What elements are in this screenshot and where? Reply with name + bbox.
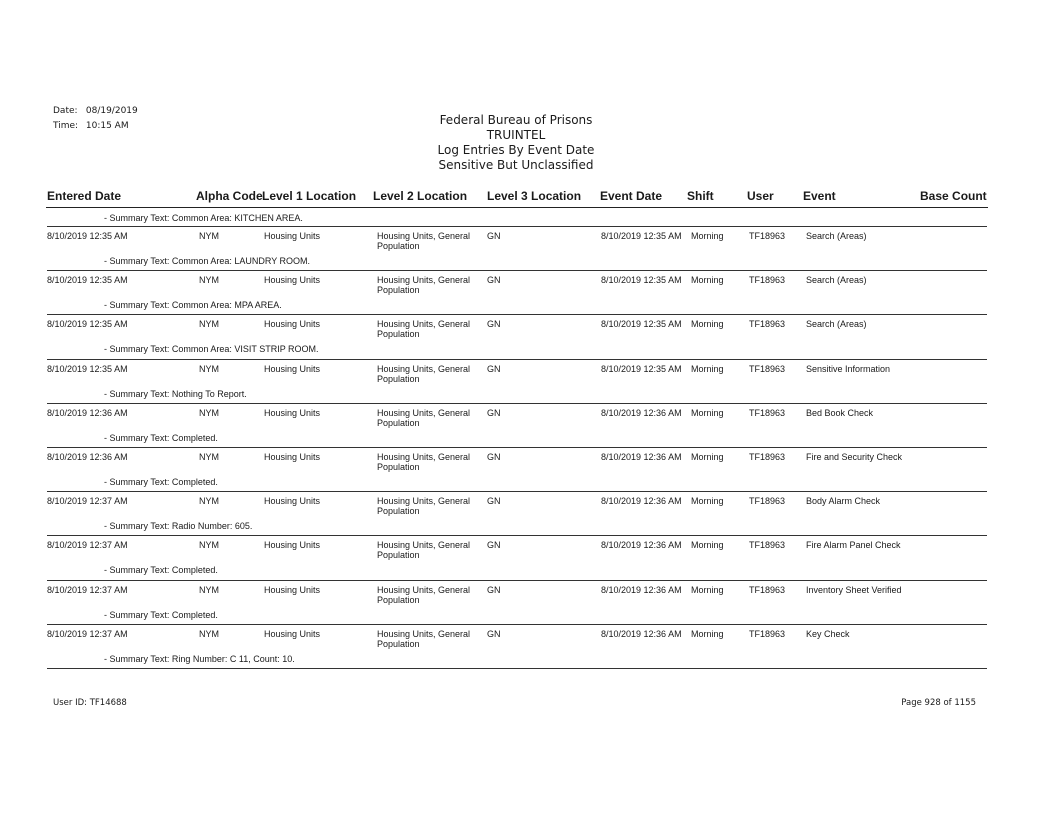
summary-text: - Summary Text: Radio Number: 605. <box>104 521 253 532</box>
row-rule <box>47 403 987 404</box>
row-rule <box>47 314 987 315</box>
column-header-level1: Level 1 Location <box>262 189 357 203</box>
column-header-shift: Shift <box>687 189 714 203</box>
shift-cell: Morning <box>691 231 724 241</box>
alpha-code-cell: NYM <box>199 628 219 639</box>
level3-cell: GN <box>487 452 501 462</box>
event-cell: Fire and Security Check <box>806 452 903 462</box>
row-rule <box>47 226 987 227</box>
event-cell: Search (Areas) <box>806 275 867 286</box>
shift-cell: Morning <box>691 496 724 507</box>
title-line-system: TRUINTEL <box>486 128 546 142</box>
event-cell: Key Check <box>806 628 850 639</box>
level3-cell: GN <box>487 628 501 639</box>
event-date-cell: 8/10/2019 12:35 AM <box>601 275 682 286</box>
event-date-cell: 8/10/2019 12:35 AM <box>601 319 682 330</box>
shift-cell: Morning <box>691 275 724 286</box>
event-date-cell: 8/10/2019 12:36 AM <box>601 407 682 418</box>
event-cell: Search (Areas) <box>806 319 867 330</box>
report-time <box>53 121 129 131</box>
page-number: Page 928 of 1155 <box>901 698 976 708</box>
column-header-level2: Level 2 Location <box>373 189 468 203</box>
summary-text: - Summary Text: Nothing To Report. <box>104 388 247 399</box>
user-cell: TF18963 <box>749 584 786 595</box>
time-label: Time: <box>53 121 79 131</box>
column-header-event: Event <box>803 189 836 203</box>
level3-cell: GN <box>487 496 501 507</box>
user-cell: TF18963 <box>749 407 786 418</box>
user-cell: TF18963 <box>749 363 786 374</box>
shift-cell: Morning <box>691 363 724 374</box>
level1-cell: Housing Units <box>264 452 321 462</box>
level1-cell: Housing Units <box>264 363 321 374</box>
row-rule <box>47 270 987 271</box>
event-date-cell: 8/10/2019 12:36 AM <box>601 540 682 551</box>
row-rule <box>47 580 987 581</box>
report-title <box>406 113 626 173</box>
alpha-code-cell: NYM <box>199 319 219 330</box>
alpha-code-cell: NYM <box>199 231 219 241</box>
column-header-alpha-code: Alpha Code <box>196 189 263 203</box>
level3-cell: GN <box>487 540 501 551</box>
summary-text: - Summary Text: Completed. <box>104 565 218 576</box>
entered-date-cell: 8/10/2019 12:35 AM <box>47 363 128 374</box>
entered-date-cell: 8/10/2019 12:37 AM <box>47 584 128 595</box>
entered-date-cell: 8/10/2019 12:35 AM <box>47 231 128 241</box>
level1-cell: Housing Units <box>264 540 321 551</box>
alpha-code-cell: NYM <box>199 584 219 595</box>
summary-text: - Summary Text: Common Area: VISIT STRIP ROOM. <box>104 344 319 355</box>
summary-text: - Summary Text: Completed. <box>104 432 218 443</box>
date-value: 08/19/2019 <box>85 106 138 116</box>
event-date-cell: 8/10/2019 12:35 AM <box>601 363 682 374</box>
event-date-cell: 8/10/2019 12:35 AM <box>601 231 682 241</box>
level1-cell: Housing Units <box>264 628 321 639</box>
time-value: 10:15 AM <box>85 121 129 131</box>
entered-date-cell: 8/10/2019 12:36 AM <box>47 452 128 462</box>
summary-text: - Summary Text: Completed. <box>104 477 218 487</box>
column-header-user: User <box>747 189 774 203</box>
row-rule <box>47 447 987 448</box>
level2-cell: Housing Units, General Population <box>377 319 471 340</box>
entered-date-cell: 8/10/2019 12:37 AM <box>47 628 128 639</box>
shift-cell: Morning <box>691 452 724 462</box>
shift-cell: Morning <box>691 540 724 551</box>
event-cell: Bed Book Check <box>806 407 874 418</box>
row-rule <box>47 535 987 536</box>
summary-text: - Summary Text: Common Area: MPA AREA. <box>104 300 282 311</box>
level3-cell: GN <box>487 584 501 595</box>
user-cell: TF18963 <box>749 231 786 241</box>
footer-user-id <box>53 698 127 708</box>
title-line-classification: Sensitive But Unclassified <box>438 158 594 172</box>
report-date <box>53 106 138 116</box>
entered-date-cell: 8/10/2019 12:37 AM <box>47 496 128 507</box>
date-label: Date: <box>53 106 78 116</box>
user-cell: TF18963 <box>749 452 786 462</box>
summary-text: - Summary Text: Completed. <box>104 609 218 620</box>
level3-cell: GN <box>487 319 501 330</box>
level2-cell: Housing Units, General Population <box>377 584 471 605</box>
level2-cell: Housing Units, General Population <box>377 275 471 296</box>
event-date-cell: 8/10/2019 12:36 AM <box>601 584 682 595</box>
user-cell: TF18963 <box>749 540 786 551</box>
event-cell: Body Alarm Check <box>806 496 881 507</box>
alpha-code-cell: NYM <box>199 363 219 374</box>
table-end-rule <box>47 668 987 669</box>
top-summary-text: - Summary Text: Common Area: KITCHEN AREA. <box>104 213 303 223</box>
user-id-value: TF14688 <box>89 698 127 708</box>
column-header-level3: Level 3 Location <box>487 189 582 203</box>
entered-date-cell: 8/10/2019 12:36 AM <box>47 407 128 418</box>
user-cell: TF18963 <box>749 275 786 286</box>
column-header-event-date: Event Date <box>600 189 663 203</box>
entered-date-cell: 8/10/2019 12:37 AM <box>47 540 128 551</box>
event-date-cell: 8/10/2019 12:36 AM <box>601 496 682 507</box>
user-cell: TF18963 <box>749 319 786 330</box>
column-header-base-count: Base Count <box>920 189 987 203</box>
level2-cell: Housing Units, General Population <box>377 231 471 251</box>
shift-cell: Morning <box>691 628 724 639</box>
title-line-agency: Federal Bureau of Prisons <box>439 113 593 127</box>
level2-cell: Housing Units, General Population <box>377 452 471 472</box>
event-cell: Search (Areas) <box>806 231 867 241</box>
level3-cell: GN <box>487 275 501 286</box>
title-line-report-name: Log Entries By Event Date <box>437 143 595 157</box>
level3-cell: GN <box>487 231 501 241</box>
summary-text: - Summary Text: Common Area: LAUNDRY ROOM. <box>104 256 311 266</box>
level2-cell: Housing Units, General Population <box>377 363 471 384</box>
level1-cell: Housing Units <box>264 496 321 507</box>
alpha-code-cell: NYM <box>199 496 219 507</box>
level2-cell: Housing Units, General Population <box>377 496 471 517</box>
header-rule <box>46 207 988 208</box>
level2-cell: Housing Units, General Population <box>377 540 471 561</box>
row-rule <box>47 624 987 625</box>
level1-cell: Housing Units <box>264 319 321 330</box>
user-id-label: User ID: <box>53 698 87 708</box>
shift-cell: Morning <box>691 584 724 595</box>
row-rule <box>47 359 987 360</box>
level1-cell: Housing Units <box>264 584 321 595</box>
level1-cell: Housing Units <box>264 275 321 286</box>
shift-cell: Morning <box>691 319 724 330</box>
alpha-code-cell: NYM <box>199 540 219 551</box>
user-cell: TF18963 <box>749 628 786 639</box>
column-header-entered-date: Entered Date <box>47 189 122 203</box>
level1-cell: Housing Units <box>264 407 321 418</box>
event-cell: Sensitive Information <box>806 363 891 374</box>
event-date-cell: 8/10/2019 12:36 AM <box>601 452 682 462</box>
event-cell: Inventory Sheet Verified <box>806 584 902 595</box>
user-cell: TF18963 <box>749 496 786 507</box>
level3-cell: GN <box>487 363 501 374</box>
level2-cell: Housing Units, General Population <box>377 628 471 649</box>
alpha-code-cell: NYM <box>199 452 219 462</box>
event-date-cell: 8/10/2019 12:36 AM <box>601 628 682 639</box>
entered-date-cell: 8/10/2019 12:35 AM <box>47 319 128 330</box>
alpha-code-cell: NYM <box>199 407 219 418</box>
summary-text: - Summary Text: Ring Number: C 11, Count: 10. <box>104 653 295 664</box>
level1-cell: Housing Units <box>264 231 321 241</box>
level3-cell: GN <box>487 407 501 418</box>
event-cell: Fire Alarm Panel Check <box>806 540 901 551</box>
entered-date-cell: 8/10/2019 12:35 AM <box>47 275 128 286</box>
alpha-code-cell: NYM <box>199 275 219 286</box>
level2-cell: Housing Units, General Population <box>377 407 471 428</box>
shift-cell: Morning <box>691 407 724 418</box>
row-rule <box>47 491 987 492</box>
